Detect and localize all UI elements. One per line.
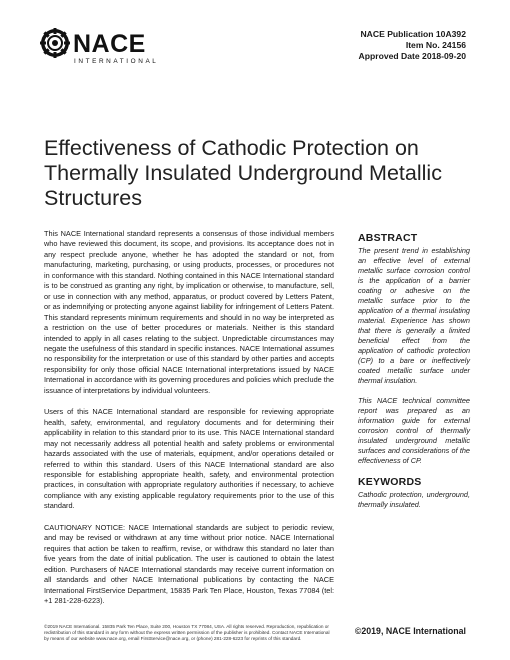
publication-number: NACE Publication 10A392 xyxy=(360,29,466,39)
item-number: Item No. 24156 xyxy=(405,40,466,50)
keywords-heading: KEYWORDS xyxy=(358,476,422,488)
abstract-heading: ABSTRACT xyxy=(358,232,418,244)
cautionary-notice-paragraph: CAUTIONARY NOTICE: NACE International standards are subject to periodic review, and may be revised or withdrawn at any time without prior notice. NACE International requires that action be taken to reaffirm, revise, or withdraw this standard no later than five years from the date of initial publication. The user is cautioned to obtain the latest edition. Purchasers of NACE International standards may receive current information on all standards and other NACE International publications by contacting the NACE International FirstService Department, 15835 Park Ten Place, Houston, Texas 77084 (tel: +1 281-228-6223). xyxy=(44,522,334,605)
keywords-text: Cathodic protection, underground, thermally insulated. xyxy=(358,490,470,509)
consensus-paragraph: This NACE International standard represents a consensus of those individual members who have reviewed this document, its scope, and provisions. Its acceptance does not in any respect preclude anyone, whether he has adopted the standard or not, from manufacturing, marketing, purchasing, or using products, processes, or procedures not in conformance with this standard. Nothing contained in this NACE International standard is to be construed as granting any right, by implication or otherwise, to manufacture, sell, or use in connection with any method, apparatus, or product covered by Letters Patent, or as indemnifying or protecting anyone against liability for infringement of Letters Patent. This standard represents minimum requirements and should in no way be interpreted as a restriction on the use of better procedures or materials. Neither is this standard intended to apply in all cases relating to the subject. Unpredictable circumstances may negate the usefulness of this standard in specific instances. NACE International assumes no responsibility for the interpretation or use of this standard by other parties and accepts responsibility for only those official NACE International interpretations issued by NACE International in accordance with its governing procedures and policies which preclude the issuance of interpretations by individual volunteers. xyxy=(44,229,334,395)
footer-copyright: ©2019, NACE International xyxy=(354,626,466,636)
footer-legal: ©2019 NACE International. 15835 Park Ten Place, Suite 200, Houston TX 77084, USA. All rights reserved. Reproduction, republication or redistribution of this standard in any form without the express written permission of the publisher is prohibited. Contact NACE International by means of our website www.nace.org, email FirstService@nace.org, or (phone) 281-228-6223 for reprints of this standard. xyxy=(44,624,330,641)
body-text xyxy=(44,229,334,617)
abstract-paragraph: This NACE technical committee report was prepared as an information guide for external corrosion control of thermally insulated underground metallic surfaces and considerations of the effectiveness of CP. xyxy=(358,396,470,465)
nace-logo xyxy=(40,28,170,66)
logo-wordmark: NACE xyxy=(73,30,146,58)
document-title: Effectiveness of Cathodic Protection on Thermally Insulated Underground Metallic Structures xyxy=(44,136,442,210)
sidebar xyxy=(358,232,470,520)
logo-subtitle: INTERNATIONAL xyxy=(74,58,159,65)
abstract-paragraph: The present trend in establishing an effective level of external metallic surface corrosion control is the application of a barrier coating or adhesive on the metallic surface prior to the application of a thermal insulating material. Experience has shown that there is generally a limited beneficial effect from the application of cathodic protection (CP) to a bare or ineffectively coated metallic surface under thermal insulation. xyxy=(358,246,470,385)
nace-emblem-icon xyxy=(40,28,70,58)
approved-date: Approved Date 2018-09-20 xyxy=(358,51,466,61)
users-paragraph: Users of this NACE International standard are responsible for reviewing appropriate health, safety, environmental, and regulatory documents and for determining their applicability in relation to this standard prior to its use. This NACE International standard may not necessarily address all potential health and safety problems or environmental hazards associated with the use of materials, equipment, and/or operations detailed or referred to within this standard. Users of this NACE International standard are also responsible for establishing appropriate health, safety, and environmental protection practices, in consultation with appropriate regulatory authorities if necessary, to achieve compliance with any existing applicable regulatory requirements prior to the use of this standard. xyxy=(44,407,334,511)
publication-info xyxy=(359,29,466,62)
